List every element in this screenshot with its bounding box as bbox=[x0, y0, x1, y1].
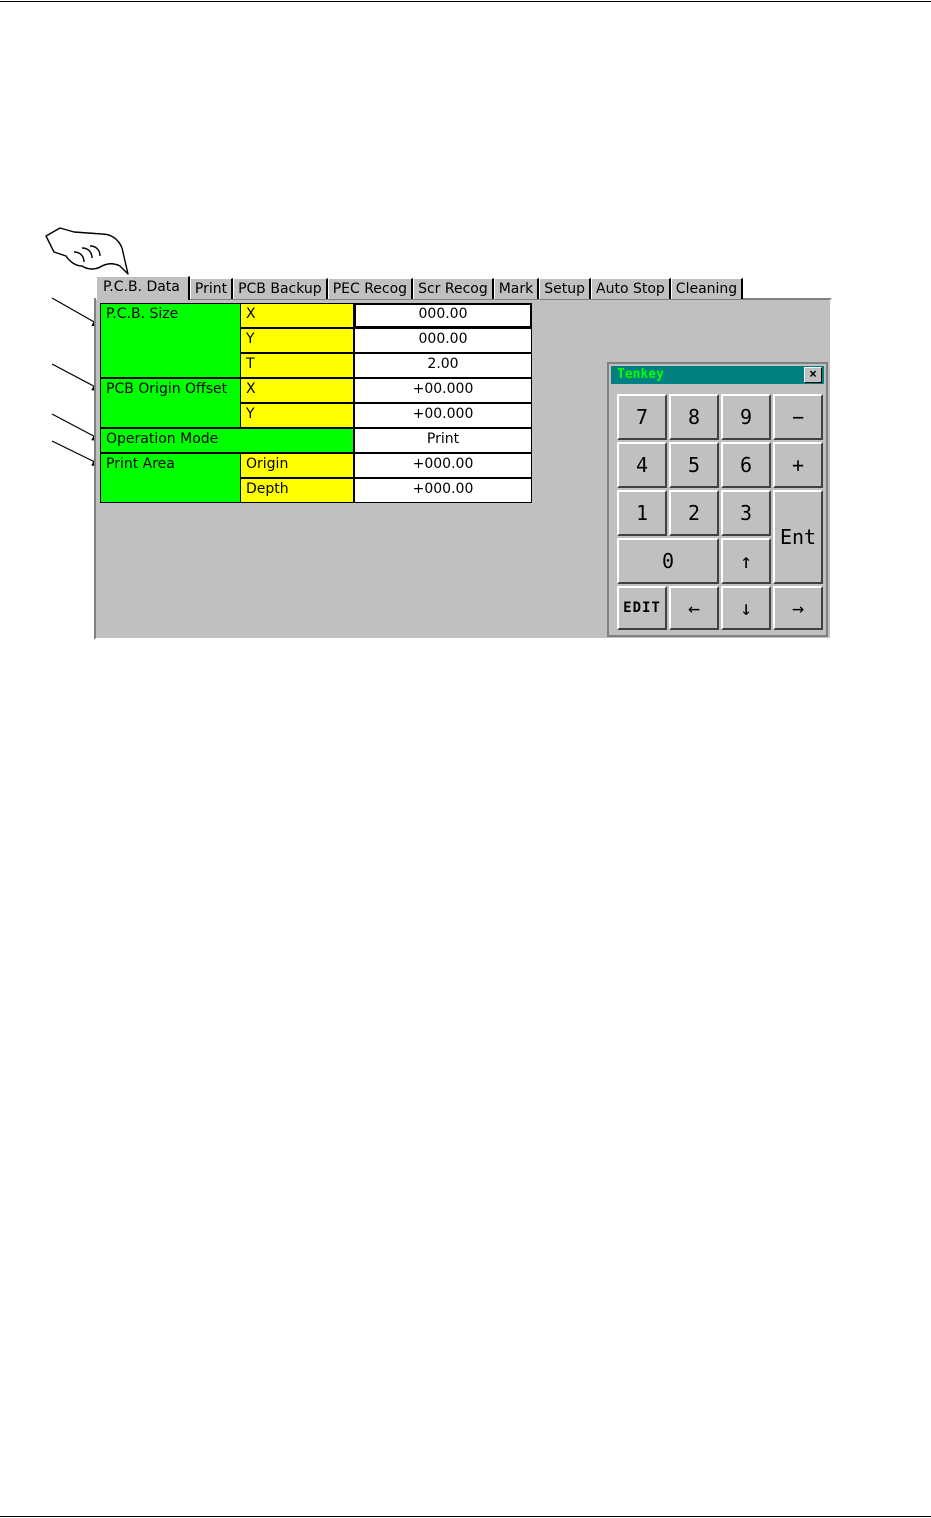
tenkey-titlebar[interactable] bbox=[611, 366, 824, 384]
tab-setup[interactable]: Setup bbox=[539, 278, 591, 299]
print-area-depth-value[interactable]: +000.00 bbox=[354, 478, 532, 503]
pcb-size-y-label: Y bbox=[240, 328, 354, 353]
pointing-hand-icon bbox=[40, 222, 130, 282]
arrow-up-icon[interactable]: ↑ bbox=[721, 538, 771, 584]
arrow-right-icon[interactable]: → bbox=[773, 586, 823, 630]
origin-offset-x-value[interactable]: +00.000 bbox=[354, 378, 532, 403]
key-edit[interactable]: EDIT bbox=[617, 586, 667, 630]
pcb-size-t-label: T bbox=[240, 353, 354, 378]
pcb-size-t-value[interactable]: 2.00 bbox=[354, 353, 532, 378]
print-area-depth-label: Depth bbox=[240, 478, 354, 503]
key-0[interactable]: 0 bbox=[617, 538, 719, 584]
operation-mode-label: Operation Mode bbox=[100, 428, 354, 453]
close-icon[interactable]: × bbox=[804, 367, 822, 383]
operation-mode-value[interactable]: Print bbox=[354, 428, 532, 453]
arrow-left-icon[interactable]: ← bbox=[669, 586, 719, 630]
print-area-origin-label: Origin bbox=[240, 453, 354, 478]
pcb-size-x-label: X bbox=[240, 303, 354, 328]
print-area-label: Print Area bbox=[100, 453, 241, 503]
print-area-origin-value[interactable]: +000.00 bbox=[354, 453, 532, 478]
key-7[interactable]: 7 bbox=[617, 394, 667, 440]
key-plus[interactable]: + bbox=[773, 442, 823, 488]
page-top-rule bbox=[0, 1, 931, 2]
key-3[interactable]: 3 bbox=[721, 490, 771, 536]
arrow-down-icon[interactable]: ↓ bbox=[721, 586, 771, 630]
key-minus[interactable]: − bbox=[773, 394, 823, 440]
tab-scr-recog[interactable]: Scr Recog bbox=[413, 278, 494, 299]
tab-bar bbox=[96, 276, 743, 298]
pcb-size-label: P.C.B. Size bbox=[100, 303, 241, 378]
tab-pec-recog[interactable]: PEC Recog bbox=[328, 278, 413, 299]
origin-offset-x-label: X bbox=[240, 378, 354, 403]
key-enter[interactable]: Ent bbox=[773, 490, 823, 584]
tenkey-window bbox=[607, 362, 828, 637]
key-5[interactable]: 5 bbox=[669, 442, 719, 488]
tab-pcb-backup[interactable]: PCB Backup bbox=[233, 278, 328, 299]
origin-offset-y-value[interactable]: +00.000 bbox=[354, 403, 532, 428]
key-6[interactable]: 6 bbox=[721, 442, 771, 488]
pcb-size-x-value[interactable]: 000.00 bbox=[354, 303, 532, 328]
pcb-size-y-value[interactable]: 000.00 bbox=[354, 328, 532, 353]
tab-pcb-data[interactable]: P.C.B. Data bbox=[96, 276, 190, 300]
tab-mark[interactable]: Mark bbox=[494, 278, 540, 299]
tab-auto-stop[interactable]: Auto Stop bbox=[591, 278, 671, 299]
key-8[interactable]: 8 bbox=[669, 394, 719, 440]
key-9[interactable]: 9 bbox=[721, 394, 771, 440]
key-2[interactable]: 2 bbox=[669, 490, 719, 536]
key-1[interactable]: 1 bbox=[617, 490, 667, 536]
tab-print[interactable]: Print bbox=[190, 278, 233, 299]
tab-cleaning[interactable]: Cleaning bbox=[671, 278, 743, 299]
page-bottom-rule bbox=[0, 1516, 931, 1517]
origin-offset-label: PCB Origin Offset bbox=[100, 378, 241, 428]
tenkey-title: Tenkey bbox=[617, 367, 664, 382]
origin-offset-y-label: Y bbox=[240, 403, 354, 428]
key-4[interactable]: 4 bbox=[617, 442, 667, 488]
